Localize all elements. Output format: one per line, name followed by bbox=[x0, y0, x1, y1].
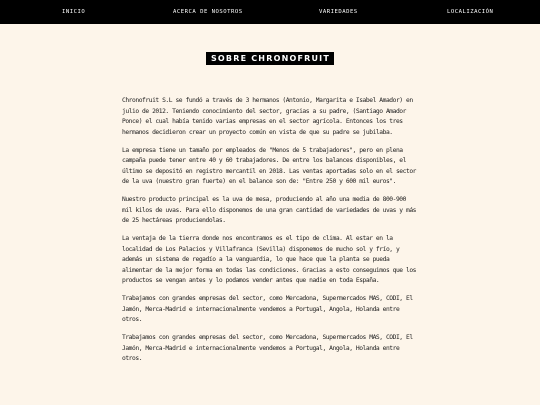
nav-link-inicio[interactable]: INICIO bbox=[62, 9, 86, 15]
nav-link-variedades[interactable]: VARIEDADES bbox=[319, 9, 358, 15]
paragraph-climate: La ventaja de la tierra donde nos encontramos es el tipo de clima. Al estar en la localidad de Los Palacios y Villafranca (Sevilla) disponemos de mucho sol y frío, y además un sistema de regadío a la vanguardia, lo que hace que la planta se pueda alimentar de la mejor forma en todas las condiciones. Gracias a esto conseguimos que los productos se vengan antes y lo podamos vender antes que nadie en toda España. bbox=[122, 235, 417, 284]
paragraph-clients-repeat: Trabajamos con grandes empresas del sector, como Mercadona, Supermercados MAS, CODI, El Jamón, Merca-Madrid e internacionalmente vendemos a Portugal, Angola, Holanda entre otros. bbox=[122, 334, 413, 362]
paragraph-main-product: Nuestro producto principal es la uva de mesa, produciendo al año una media de 800-900 mil kilos de uvas. Para ello disponemos de una gran cantidad de variedades de uvas y más de 25 hectáreas produciendolas. bbox=[122, 196, 417, 224]
nav-link-localizacion[interactable]: LOCALIZACIÓN bbox=[447, 9, 494, 15]
title-container bbox=[0, 46, 540, 70]
top-navbar bbox=[0, 0, 540, 24]
paragraph-company-size: La empresa tiene un tamaño por empleados de "Menos de 5 trabajadores", pero en plena campaña puede tener entre 40 y 60 trabajadores. De entre los balances disponibles, el último se depositó en registro mercantil en 2018. Las ventas aportadas solo en el sector de la uva (nuestro gran fuerte) en el balance son de: "Entre 250 y 600 mil euros". bbox=[122, 146, 417, 185]
nav-link-acerca-de-nosotros[interactable]: ACERCA DE NOSOTROS bbox=[173, 9, 243, 15]
page-title: SOBRE CHRONOFRUIT bbox=[206, 52, 334, 65]
paragraph-clients: Trabajamos con grandes empresas del sector, como Mercadona, Supermercados MAS, CODI, El Jamón, Merca-Madrid e internacionalmente vendemos a Portugal, Angola, Holanda entre otros. bbox=[122, 295, 413, 323]
paragraph-founding: Chronofruit S.L se fundó a través de 3 hermanos (Antonio, Margarita e Isabel Amador) en julio de 2012. Teniendo conocimiento del sector, gracias a su padre, (Santiago Amador Ponce) el cual había tenido varias empresas en el sector agrícola. Entonces los tres hermanos decidieron crear un proyecto común en vista de que su padre se jubilaba. bbox=[122, 97, 413, 136]
main-content bbox=[122, 96, 418, 372]
